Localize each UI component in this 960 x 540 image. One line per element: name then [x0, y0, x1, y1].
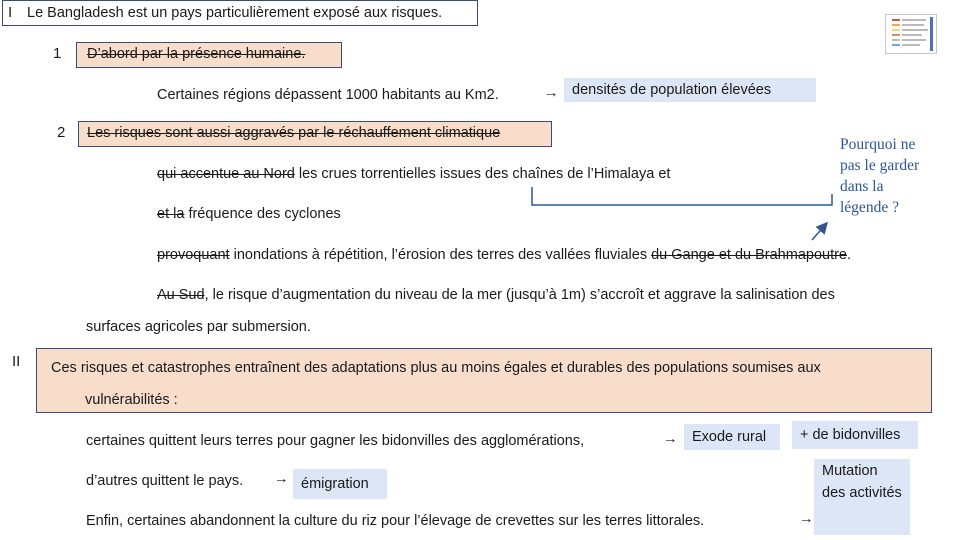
arrow-icon: → [663, 431, 678, 447]
section-2-numeral: II [12, 353, 21, 370]
text: fréquence des cyclones [184, 206, 341, 222]
tag-densites: densités de population élevées [564, 78, 816, 102]
struck-text: qui accentue au Nord [157, 166, 295, 182]
part-2-heading: Les risques sont aussi aggravés par le réchauffement climatique [87, 125, 501, 141]
section-2-title-line-1: Ces risques et catastrophes entraînent des adaptations plus au moins égales et durables des populations soumises aux [51, 360, 821, 376]
struck-text: Au Sud [157, 287, 205, 303]
arrow-icon: → [274, 471, 289, 487]
section-1-numeral: I [8, 4, 13, 21]
struck-text: et la [157, 206, 185, 222]
note-arrow [812, 224, 826, 240]
struck-text: provoquant [157, 247, 230, 263]
text: les crues torrentielles issues des chaînes de l’Himalaya et [294, 166, 671, 182]
arrow-icon: → [544, 85, 559, 101]
section-2-line-2: d’autres quittent le pays. [86, 473, 244, 489]
struck-text-end: du Gange et du Brahmapoutre [651, 247, 847, 263]
section-2-title-line-2: vulnérabilités : [85, 392, 178, 408]
tag-exode-rural: Exode rural [684, 424, 780, 450]
section-1-title: Le Bangladesh est un pays particulièrement exposé aux risques. [27, 5, 443, 21]
tag-mutation-activites: Mutation des activités [814, 459, 910, 535]
tag-bidonvilles: + de bidonvilles [792, 421, 918, 449]
part-1-number: 1 [53, 45, 62, 62]
section-2-header [36, 348, 932, 413]
text-end: . [847, 247, 852, 263]
bracket-line [532, 187, 832, 205]
arrow-icon: → [799, 511, 814, 527]
section-2-line-3: Enfin, certaines abandonnent la culture du riz pour l’élevage de crevettes sur les terres littorales. [86, 513, 705, 529]
part-2-number: 2 [57, 124, 66, 141]
part-1-line: Certaines régions dépassent 1000 habitants au Km2. [157, 87, 499, 103]
section-2-line-1: certaines quittent leurs terres pour gagner les bidonvilles des agglomérations, [86, 433, 585, 449]
text: inondations à répétition, l’érosion des terres des vallées fluviales [229, 247, 652, 263]
part-2-line-5: surfaces agricoles par submersion. [86, 319, 311, 335]
part-1-heading: D’abord par la présence humaine. [87, 46, 306, 62]
text: , le risque d’augmentation du niveau de la mer (jusqu’à 1m) s’accroît et aggrave la salinisation des [204, 287, 835, 303]
teacher-note: Pourquoi ne pas le garder dans la légende ? [840, 136, 920, 216]
tag-emigration: émigration [293, 469, 387, 499]
